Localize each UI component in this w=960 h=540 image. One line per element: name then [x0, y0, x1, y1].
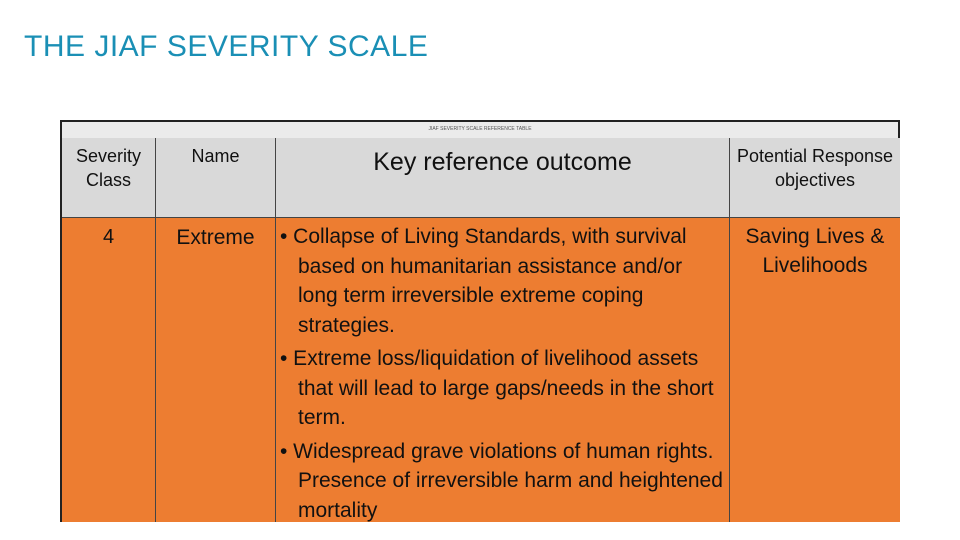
- header-key-outcome: Key reference outcome: [276, 138, 730, 217]
- header-response-objectives: Potential Response objectives: [730, 138, 900, 217]
- header-name: Name: [156, 138, 276, 217]
- cell-response-objectives: Saving Lives & Livelihoods: [730, 217, 900, 522]
- cell-severity-class: 4: [62, 217, 156, 522]
- outcome-bullet: • Extreme loss/liquidation of livelihood assets that will lead to large gaps/needs in the short term.: [280, 347, 714, 429]
- slide-title: THE JIAF SEVERITY SCALE: [24, 30, 429, 63]
- cell-name: Extreme: [156, 217, 276, 522]
- header-severity-class: Severity Class: [62, 138, 156, 217]
- table-caption: JIAF SEVERITY SCALE REFERENCE TABLE: [62, 122, 898, 139]
- outcome-bullet: • Widespread grave violations of human rights. Presence of irreversible harm and heightened mortality: [280, 439, 723, 522]
- cell-key-outcome: [276, 217, 730, 522]
- outcome-bullet: • Collapse of Living Standards, with survival based on humanitarian assistance and/or long term irreversible extreme coping strategies.: [280, 225, 687, 337]
- severity-table: [60, 120, 900, 522]
